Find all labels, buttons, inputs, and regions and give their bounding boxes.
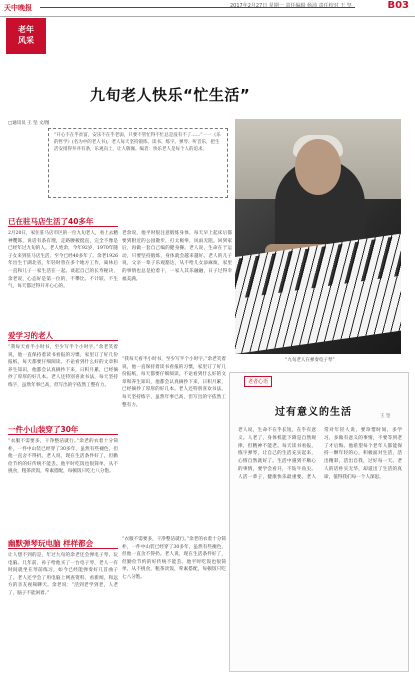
sidebar-article <box>229 372 409 672</box>
byline: □通讯员 王 坚 文/图 <box>8 121 50 126</box>
section-tab-line1: 老年 <box>18 25 34 34</box>
sidebar-label: 老者心语 <box>244 376 272 387</box>
col2-text-bottom: “衣服不需要多，干净整洁就行。”余老的衣着十分简朴，一件中山装已经穿了30多年，虽然有些褪色，但他一直舍不得扔。老人说，现在生活条件好了，但勤俭节约的好传统不能丢。他平时吃饭也很简单，从不挑食，粗茶淡饭，荤素搭配，每顿饭只吃七八分饱。 <box>122 537 226 580</box>
page-number: B03 <box>387 0 409 11</box>
headline: 九旬老人快乐“忙生活” <box>90 86 251 104</box>
sidebar-title: 过有意义的生活 <box>275 407 352 418</box>
section-head-4: 幽默弹琴玩电脑 样样都会 <box>8 539 94 548</box>
section-head-1: 已在驻马店生活了40多年 <box>8 217 94 226</box>
sidebar-author: 王 坚 <box>380 414 391 419</box>
section-tab-line2: 风采 <box>18 36 34 45</box>
sidebar-text: 老人说，生命不在乎长短，在乎有意义。人老了，身体机能下降是自然规律，但精神不能老。每天读书看报，练字弹琴，让自己的生活充实起来，心情自然就好了。生活中遇到不顺心的事情，要学会看开，不钻牛角尖。人活一辈子，健康快乐最重要。老人常对年轻人说，要珍惜时间，多学习，多做有意义的事情，不要等到老了才后悔。他希望每个老年人都能保持一颗年轻的心，积极面对生活，活出精彩，活出自我，过好每一天。老人的话朴实无华，却道出了生活的真谛，值得我们每一个人深思。 <box>238 428 402 480</box>
person-head <box>295 139 341 195</box>
col2-text-lower: “我每天看半小时书，至少写半个小时字。”余老笑着说，他一直保持着读书看报的习惯，家里订了好几份报纸，每天都要仔细阅读。不论看到什么好的文章和养生知识，他都会认真摘抄下来，日积月累，已经摘抄了厚厚的好几本。老人还特别喜欢书法，每天坚持练字，虽然年事已高，但写出的字依然工整有力。 <box>122 357 226 408</box>
section-tab <box>6 18 46 54</box>
section-head-2: 爱学习的老人 <box>8 331 53 340</box>
col2-text: 老余说，他平时很注意锻炼身体，每天早上起床后都要到附近的公园散步，打太极拳，风雨无阻。回到家后，再做一套自己编的健身操。老人说，生命在于运动，只要坚持锻炼，身体就会越来越好。老人的儿子说，父亲一辈子乐观豁达，从不给儿女添麻烦，家里的事情也总是抢着干，一家人其乐融融，日子过得幸福美满。 <box>122 231 232 282</box>
section-text-2: “我每天看半小时书，至少写半个小时字。”余老笑着说，他一直保持着读书看报的习惯，家里订了好几份报纸，每天都要仔细阅读。不论看到什么好的文章和养生知识，他都会认真摘抄下来，日积月累，已经摘抄了厚厚的好几本。老人还特别喜欢书法，每天坚持练字，虽然年事已高，但写出的字依然工整有力。 <box>8 345 118 388</box>
section-text-3: “衣服不需要多，干净整洁就行。”余老的衣着十分简朴，一件中山装已经穿了30多年，虽然有些褪色，但他一直舍不得扔。老人说，现在生活条件好了，但勤俭节约的好传统不能丢。他平时吃饭也很简单，从不挑食，粗茶淡饭，荤素搭配，每顿饭只吃七八分饱。 <box>8 439 118 475</box>
masthead-info: 2017年2月27日 星期一 责任编辑 杨沛 责任校对 王 坚 <box>230 3 352 9</box>
top-divider <box>0 16 415 17</box>
section-text-4: 让人想不到的是，年过九旬的余老还会弹电子琴、玩电脑。几年前，孙子给他买了一台电子琴，老人一有时间就坐在琴前练习，如今已经能弹奏好几首曲子了。老人还学会了用电脑上网查资料、看新闻，和远方的亲友视频聊天。余老说：“活到老学到老，人老了，脑子不能闲着。” <box>8 553 118 596</box>
newspaper-logo: 天中晚报 <box>4 3 32 12</box>
section-head-3: 一件小山装穿了30年 <box>8 425 79 434</box>
intro-box: “开心不在乎贫富，安乐不在乎老弱，只要不管忙得不忙总是没有不了……”一一《乐的哲学》(名为中的老人书)，老人每天坚持锻炼、读书、练字、弹琴、听音乐，把生活安排得井井有条，乐观向上，让人敬佩。编者：快乐老人是每个人的追求。 <box>48 128 228 198</box>
photo-caption: “九旬老人在弹奏电子琴” <box>285 358 335 363</box>
section-text-1: 2月20日，家住驻马店市区的一位九旬老人，看上去精神矍铄，说话有条有理，走路腰板挺直，完全不像是已经年过九旬的人。老人姓余，今年92岁，1970年随子女来到驻马店生活，至今已经40多年了。余老1926年出生于湖北省，年轻时曾在多个地方工作，离休后一直和儿子一家生活在一起。谈起自己的长寿秘诀，余老说，心态好是第一位的，不攀比、不计较、不生气，每天都过得开开心心的。 <box>8 231 118 290</box>
article-photo <box>235 119 401 354</box>
